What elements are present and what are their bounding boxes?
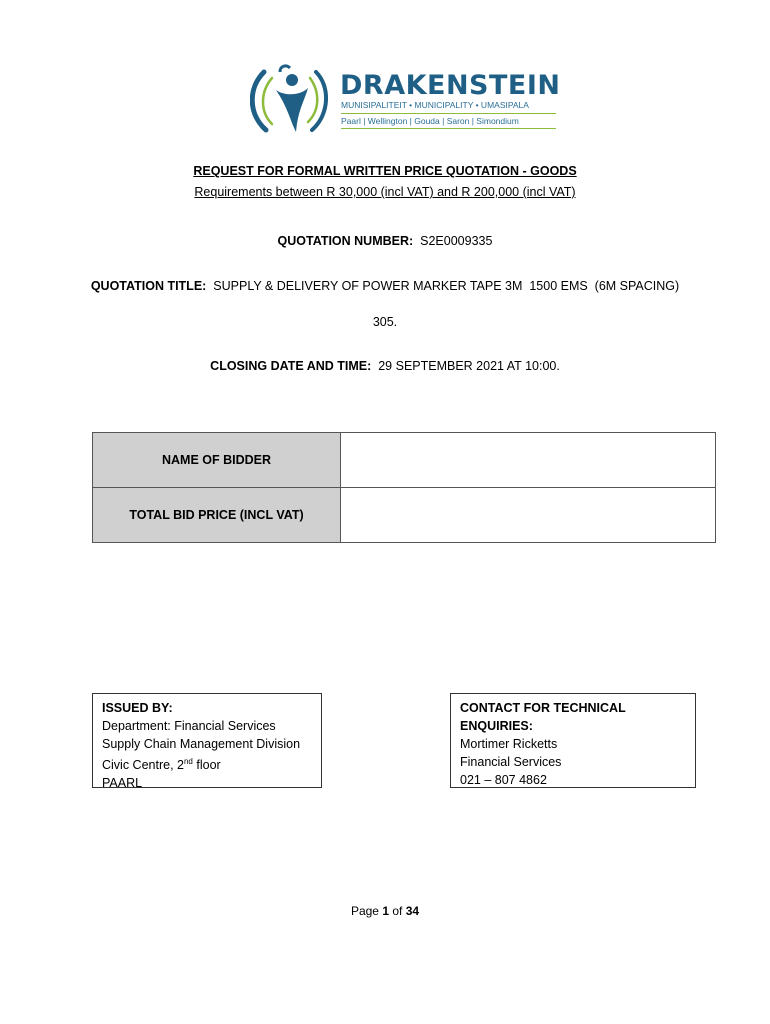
table-row (93, 488, 716, 543)
closing-date (0, 359, 770, 373)
contact-phone: 021 – 807 4862 (460, 773, 547, 787)
closing-date-label: CLOSING DATE AND TIME: (210, 359, 372, 373)
drakenstein-emblem-icon (250, 62, 330, 136)
quotation-title-label: QUOTATION TITLE: (90, 279, 207, 293)
closing-date-value: 29 SEPTEMBER 2021 AT 10:00. (378, 359, 560, 373)
contact-name: Mortimer Ricketts (460, 737, 558, 751)
contact-heading: CONTACT FOR TECHNICAL ENQUIRIES: (460, 701, 626, 733)
logo-wordmark: DRAKENSTEIN (340, 70, 561, 101)
issued-by-division: Supply Chain Management Division (102, 737, 301, 751)
requirements-line: Requirements between R 30,000 (incl VAT) and R 200,000 (incl VAT) (194, 185, 576, 199)
logo-towns: Paarl | Wellington | Gouda | Saron | Simondium (341, 116, 519, 126)
total-bid-price-label: TOTAL BID PRICE (INCL VAT) (93, 488, 341, 543)
current-page: 1 (382, 904, 389, 918)
quotation-title (0, 279, 770, 293)
issued-by-address: Civic Centre, 2nd floor (102, 757, 221, 773)
issued-by-town: PAARL (102, 776, 143, 791)
document-title: REQUEST FOR FORMAL WRITTEN PRICE QUOTATION - GOODS (193, 164, 577, 178)
quotation-title-value: SUPPLY & DELIVERY OF POWER MARKER TAPE 3M 1500 EMS (6M SPACING) (213, 279, 680, 293)
contact-department: Financial Services (460, 755, 562, 769)
page-number: Page 1 of 34 (350, 904, 420, 918)
bidder-name-field[interactable] (341, 433, 716, 488)
quotation-number (0, 234, 770, 248)
table-row (93, 433, 716, 488)
municipality-logo (250, 62, 570, 136)
bidder-name-label: NAME OF BIDDER (93, 433, 341, 488)
issued-by-heading: ISSUED BY: (102, 701, 173, 715)
issued-by-box (92, 693, 322, 791)
quotation-number-value: S2E0009335 (420, 234, 493, 248)
issued-by-department: Department: Financial Services (102, 719, 276, 733)
logo-divider (341, 128, 556, 129)
quotation-number-label: QUOTATION NUMBER: (277, 234, 414, 248)
logo-subtitle: MUNISIPALITEIT • MUNICIPALITY • UMASIPALA (341, 100, 529, 110)
quotation-title-continued: 305. (372, 315, 398, 329)
bid-table (92, 432, 716, 543)
logo-divider (341, 113, 556, 114)
technical-contact-box (450, 693, 696, 788)
total-bid-price-field[interactable] (341, 488, 716, 543)
total-pages: 34 (405, 904, 420, 918)
